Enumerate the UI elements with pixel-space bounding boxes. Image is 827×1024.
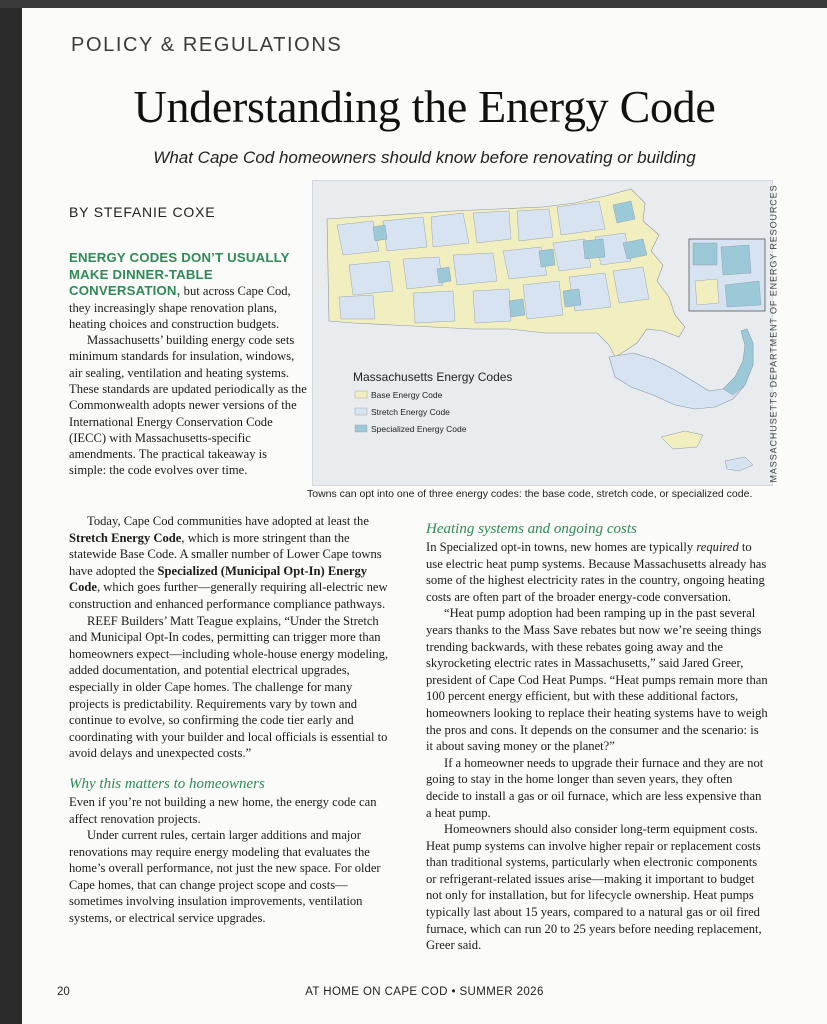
legend-item: Base Energy Code bbox=[371, 390, 443, 400]
paragraph: REEF Builders’ Matt Teague explains, “Under the Stretch and Municipal Opt-In codes, permitting can trigger more than homeowners expect—including whole-house energy modeling, added documentation, and potential electrical upgrades, especially in older Cape homes. The challenge for many projects is predictability. Requirements vary by town and continue to evolve, so confirming the code tier early and coordinating with your builder and local officials is essential to avoid delays and unexpected costs.” bbox=[69, 613, 389, 761]
paragraph: Homeowners should also consider long-term equipment costs. Heat pump systems can involve higher repair or replacement costs than traditional systems, particularly when electronic components or refrigerant-related issues arise—making it important to budget not only for installation, but for lifecycle ownership. Heat pumps typically last about 15 years, compared to a natural gas or oil fired furnace, which can run 20 to 25 years before needing replacement, Greer said. bbox=[426, 822, 762, 953]
right-column bbox=[426, 519, 768, 954]
nantucket bbox=[725, 457, 753, 471]
lead-in: ENERGY CODES DON’T USUALLY MAKE DINNER-TABLE CONVERSATION, bbox=[69, 250, 290, 298]
energy-code-map bbox=[312, 180, 773, 486]
left-column bbox=[69, 513, 389, 927]
subhead-heating: Heating systems and ongoing costs bbox=[426, 521, 637, 537]
figure-caption: Towns can opt into one of three energy codes: the base code, stretch code, or specialized code. bbox=[307, 488, 753, 500]
marthas-vineyard bbox=[661, 431, 703, 449]
massachusetts-map bbox=[313, 181, 772, 485]
cape-specialized bbox=[723, 329, 753, 395]
legend-item: Specialized Energy Code bbox=[371, 424, 467, 434]
paragraph: “Heat pump adoption had been ramping up in the past several years thanks to the Mass Save rebates but now we’re seeing things trending backwards, with these rebates going away and the skyrocketing electric rates in Massachusetts,” said Jared Greer, president of Cape Cod Heat Pumps. “Heat pumps remain more than 100 percent energy efficient, but with these additional factors, homeowners looking to replace their heating systems have to weigh the pros and cons. It depends on the consumer and the scenario: is it about saving money or the planet?” bbox=[426, 606, 768, 754]
subhead-why: Why this matters to homeowners bbox=[69, 775, 265, 792]
paragraph: Today, Cape Cod communities have adopted at least the Stretch Energy Code, which is more stringent than the statewide Base Code. A smaller number of Lower Cape towns have adopted the Specialized (Municipal Opt-In) Energy Code, which goes further—generally requiring all-electric new construction and enhanced performance compliance pathways. bbox=[69, 514, 388, 611]
section-label: POLICY & REGULATIONS bbox=[71, 34, 343, 56]
paragraph: Even if you’re not building a new home, the energy code can affect renovation projects. bbox=[69, 794, 377, 826]
paragraph: Massachusetts’ building energy code sets minimum standards for insulation, windows, air sealing, ventilation and heating systems. These standards are updated periodically as the Commonwealth adopts newer versions of the International Energy Conservation Code (IECC) with Massachusetts-specific amendments. The practical takeaway is simple: the code evolves over time. bbox=[69, 333, 307, 478]
legend-title: Massachusetts Energy Codes bbox=[353, 370, 513, 384]
article-subtitle: What Cape Cod homeowners should know before renovating or building bbox=[153, 148, 696, 167]
legend-item: Stretch Energy Code bbox=[371, 407, 450, 417]
paragraph: If a homeowner needs to upgrade their furnace and they are not going to stay in the home longer than seven years, they often decide to install a gas or oil furnace, which are less expensive than a heat pump. bbox=[426, 755, 764, 820]
publication-footer: AT HOME ON CAPE COD • SUMMER 2026 bbox=[305, 986, 544, 998]
paragraph: In Specialized opt-in towns, new homes are typically required to use electric heat pump systems. Because Massachusetts already has some of the highest electricity rates in the country, ongoing heating costs are often part of the broader energy-code conversation. bbox=[426, 540, 767, 604]
magazine-page bbox=[22, 8, 827, 1024]
article-title: Understanding the Energy Code bbox=[133, 81, 716, 132]
page-number: 20 bbox=[57, 986, 70, 998]
intro-column bbox=[69, 250, 307, 479]
paragraph: Under current rules, certain larger additions and major renovations may require energy modeling that evaluates the home’s overall performance, not just the new space. For older Cape homes, that can change project scope and costs—sometimes involving insulation improvements, ventilation systems, or electrical service upgrades. bbox=[69, 828, 381, 926]
top-border bbox=[0, 0, 827, 8]
intro-paragraph: ENERGY CODES DON’T USUALLY MAKE DINNER-TABLE CONVERSATION, but across Cape Cod, they increasingly shape renovation plans, heating choices and construction budgets. bbox=[69, 250, 291, 331]
map-legend bbox=[353, 370, 512, 434]
photo-credit: MASSACHUSETTS DEPARTMENT OF ENERGY RESOURCES bbox=[768, 184, 779, 483]
byline: BY STEFANIE COXE bbox=[69, 204, 216, 220]
